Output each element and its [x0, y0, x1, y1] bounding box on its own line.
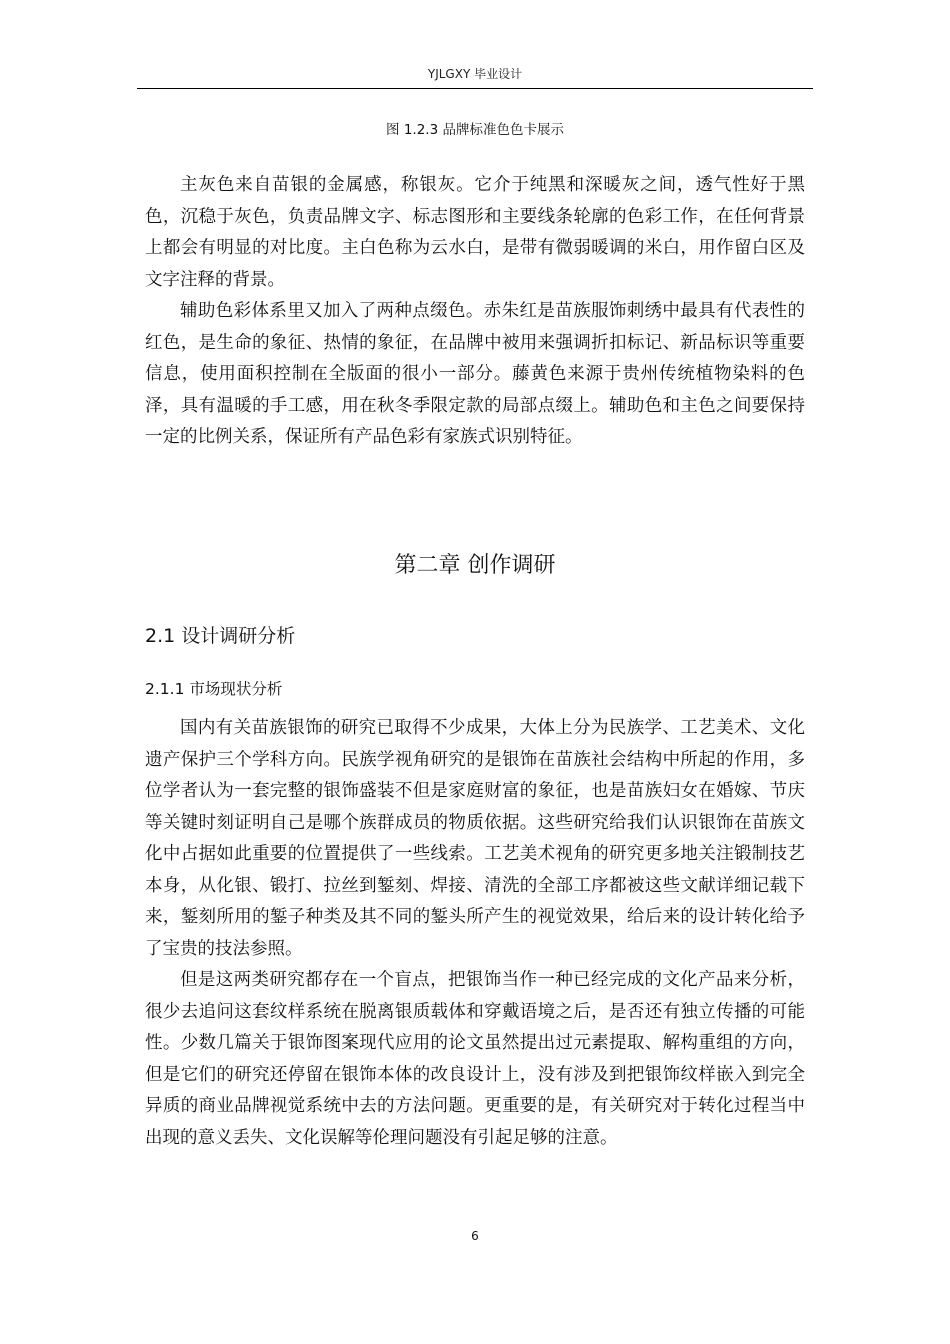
page-number: 6 [471, 1229, 479, 1243]
figure-caption: 图 1.2.3 品牌标准色色卡展示 [386, 122, 564, 138]
subsection-heading: 2.1.1 市场现状分析 [145, 680, 283, 698]
paragraph: 但是这两类研究都存在一个盲点，把银饰当作一种已经完成的文化产品来分析，很少去追问这套纹样系统在脱离银质载体和穿戴语境之后，是否还有独立传播的可能性。少数几篇关于银饰图案现代应用的论文虽然提出过元素提取、解构重组的方向，但是它们的研究还停留在银饰本体的改良设计上，没有涉及到把银饰纹样嵌入到完全异质的商业品牌视觉系统中去的方法问题。更重要的是，有关研究对于转化过程当中出现的意义丢失、文化误解等伦理问题没有引起足够的注意。 [145, 970, 805, 1148]
section-heading: 2.1 设计调研分析 [145, 625, 296, 647]
paragraph: 主灰色来自苗银的金属感，称银灰。它介于纯黑和深暖灰之间，透气性好于黑色，沉稳于灰色，负责品牌文字、标志图形和主要线条轮廓的色彩工作，在任何背景上都会有明显的对比度。主白色称为云水白，是带有微弱暖调的米白，用作留白区及文字注释的背景。 [145, 175, 805, 290]
intro-text-block [145, 170, 805, 454]
header-divider [137, 88, 813, 89]
paragraph: 辅助色彩体系里又加入了两种点缀色。赤朱红是苗族服饰刺绣中最具有代表性的红色，是生命的象征、热情的象征，在品牌中被用来强调折扣标记、新品标识等重要信息，使用面积控制在全版面的很小一部分。藤黄色来源于贵州传统植物染料的色泽，具有温暖的手工感，用在秋冬季限定款的局部点缀上。辅助色和主色之间要保持一定的比例关系，保证所有产品色彩有家族式识别特征。 [145, 301, 805, 447]
market-analysis-text-block [145, 713, 805, 1154]
page-header: YJLGXY 毕业设计 [427, 67, 523, 81]
chapter-title: 第二章 创作调研 [394, 553, 556, 578]
paragraph: 国内有关苗族银饰的研究已取得不少成果，大体上分为民族学、工艺美术、文化遗产保护三个学科方向。民族学视角研究的是银饰在苗族社会结构中所起的作用，多位学者认为一套完整的银饰盛装不但是家庭财富的象征，也是苗族妇女在婚嫁、节庆等关键时刻证明自己是哪个族群成员的物质依据。这些研究给我们认识银饰在苗族文化中占据如此重要的位置提供了一些线索。工艺美术视角的研究更多地关注锻制技艺本身，从化银、锻打、拉丝到錾刻、焊接、清洗的全部工序都被这些文献详细记载下来，錾刻所用的錾子种类及其不同的錾头所产生的视觉效果，给后来的设计转化给予了宝贵的技法参照。 [145, 718, 805, 959]
